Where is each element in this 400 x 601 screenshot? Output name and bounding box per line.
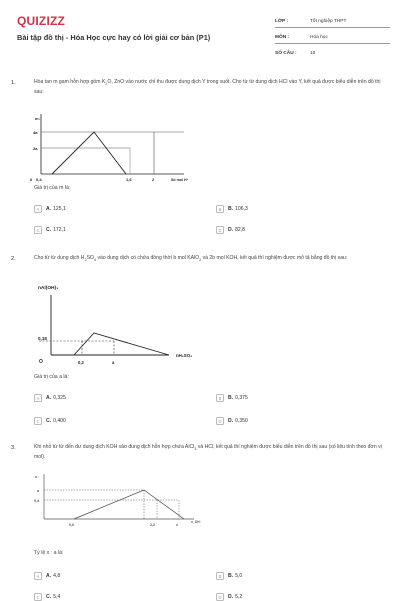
option-letter: D. — [228, 418, 234, 424]
answer-option-c[interactable] — [34, 226, 66, 234]
answer-option-a[interactable] — [34, 394, 66, 402]
option-box: B — [216, 394, 224, 402]
meta-value: Tốt nghiệp THPT — [310, 19, 347, 24]
option-letter: B. — [228, 573, 234, 579]
option-letter: D. — [228, 594, 234, 600]
answer-option-c[interactable] — [34, 417, 66, 425]
x-tick-label: 2 — [152, 177, 155, 182]
question-stem: Giá trị của m là: — [34, 185, 71, 191]
option-box: B — [216, 572, 224, 580]
option-box: D — [216, 593, 224, 601]
question-text — [34, 78, 388, 96]
option-box: D — [216, 417, 224, 425]
option-letter: B. — [228, 395, 234, 401]
question-text-part: SO — [86, 255, 94, 261]
subscript: 4 — [93, 258, 97, 263]
meta-row-subject — [275, 28, 390, 44]
y-tick-label: a — [37, 489, 39, 493]
option-letter: A. — [46, 206, 52, 212]
question-1-graph — [30, 112, 194, 182]
meta-row-count — [275, 44, 390, 59]
question-number: 2. — [11, 256, 16, 262]
option-letter: C. — [46, 227, 52, 233]
meta-key: MÔN : — [275, 35, 290, 40]
y-tick-label: 0,4 — [34, 499, 39, 503]
quizizz-logo: QUIZIZZ — [17, 14, 66, 28]
x-tick-label: 0,4 — [36, 177, 42, 182]
option-box: C — [34, 226, 42, 234]
y-tick-label: 0,15 — [38, 336, 47, 341]
option-text: 5,2 — [235, 594, 243, 600]
question-text-part: Khi nhỏ từ từ đến dư dung dịch KOH vào dung dịch hỗn hợp chứa AlCl — [34, 444, 195, 450]
meta-row-class — [275, 12, 390, 28]
option-letter: A. — [46, 573, 52, 579]
option-box: A — [34, 572, 42, 580]
page-title: Bài tập đồ thị - Hóa Học cực hay có lời giải cơ bản (P1) — [17, 33, 211, 42]
subscript: 2 — [105, 82, 108, 87]
x-tick-label: 0 — [30, 177, 33, 182]
x-axis-title: Số mol H⁺ — [171, 178, 189, 182]
answer-option-b[interactable] — [216, 394, 248, 402]
option-text: 5,4 — [53, 594, 61, 600]
answer-option-b[interactable] — [216, 572, 242, 580]
answer-option-a[interactable] — [34, 205, 66, 213]
option-text: 172,1 — [53, 227, 66, 233]
option-box: C — [34, 417, 42, 425]
y-axis-title: m↓ — [35, 116, 41, 121]
meta-value: Hóa học — [310, 35, 328, 40]
option-box: B — [216, 205, 224, 213]
subscript: 2 — [84, 258, 87, 263]
question-stem: Giá trị của a là: — [34, 374, 69, 380]
question-text-part: Cho từ từ dung dịch H — [34, 255, 85, 261]
question-text-part: vào dung dịch có chứa đồng thời b mol KAlO — [96, 255, 200, 261]
y-axis-title: n↓ — [35, 475, 39, 479]
option-letter: C. — [46, 418, 52, 424]
meta-table — [275, 12, 390, 59]
meta-value: 10 — [310, 51, 316, 56]
option-letter: B. — [228, 206, 234, 212]
question-number: 3. — [11, 445, 16, 451]
answer-option-b[interactable] — [216, 205, 248, 213]
option-text: 4,8 — [53, 573, 61, 579]
option-text: 106,3 — [235, 206, 248, 212]
x-axis-title: n_OH⁻ — [191, 520, 202, 524]
answer-option-a[interactable] — [34, 572, 60, 580]
y-tick-label: 2a — [33, 146, 38, 151]
option-box: D — [216, 226, 224, 234]
x-tick-label: 1,6 — [126, 177, 132, 182]
option-text: 0,350 — [235, 418, 248, 424]
answer-option-d[interactable] — [216, 226, 245, 234]
x-axis-title: nH₂SO₄ — [176, 353, 193, 358]
x-tick-label: 2,2 — [150, 523, 155, 527]
option-box: A — [34, 205, 42, 213]
x-tick-label: x — [176, 523, 178, 527]
question-2-graph — [34, 283, 214, 368]
subscript: 2 — [199, 258, 202, 263]
option-text: 82,8 — [235, 227, 246, 233]
subscript: 3 — [194, 447, 197, 452]
option-text: 125,1 — [53, 206, 66, 212]
meta-key: LỚP : — [275, 19, 289, 24]
question-text — [34, 254, 388, 264]
x-tick-label: 0,2 — [78, 360, 84, 365]
option-text: 0,400 — [53, 418, 66, 424]
option-letter: A. — [46, 395, 52, 401]
question-3-graph — [34, 470, 214, 535]
option-text: 5,0 — [235, 573, 243, 579]
question-text-part: và HCl, kết quả thí nghiệm được biểu diễn trên đồ thị sau (số liệu tính theo đơn vị mol). — [34, 444, 382, 461]
question-text-part: O, ZnO vào nước chỉ thu được dung dịch Y trong suốt. Cho từ từ dung dịch HCl vào Y, kết quả được biểu diễn trên đồ thị sau: — [34, 79, 381, 96]
question-text-part: và 2b mol KOH, kết quả thí nghiệm được mô tả bằng đồ thị sau: — [201, 255, 348, 261]
question-text-part: Hòa tan m gam hỗn hợp gồm K — [34, 79, 106, 85]
x-tick-label: O — [39, 359, 43, 365]
x-tick-label: a — [112, 360, 115, 365]
x-tick-label: 0,6 — [69, 523, 74, 527]
question-stem: Tỷ lệ x : a là: — [34, 550, 64, 556]
meta-key: SỐ CÂU : — [275, 51, 297, 56]
option-letter: D. — [228, 227, 234, 233]
option-box: C — [34, 593, 42, 601]
y-axis-title: nAl(OH)₃ — [38, 286, 59, 291]
y-tick-label: 4a — [33, 130, 38, 135]
question-text — [34, 443, 388, 461]
option-text: 0,375 — [235, 395, 248, 401]
option-text: 0,325 — [53, 395, 66, 401]
answer-option-d[interactable] — [216, 417, 248, 425]
option-box: A — [34, 394, 42, 402]
option-letter: C. — [46, 594, 52, 600]
question-number: 1. — [11, 80, 16, 86]
